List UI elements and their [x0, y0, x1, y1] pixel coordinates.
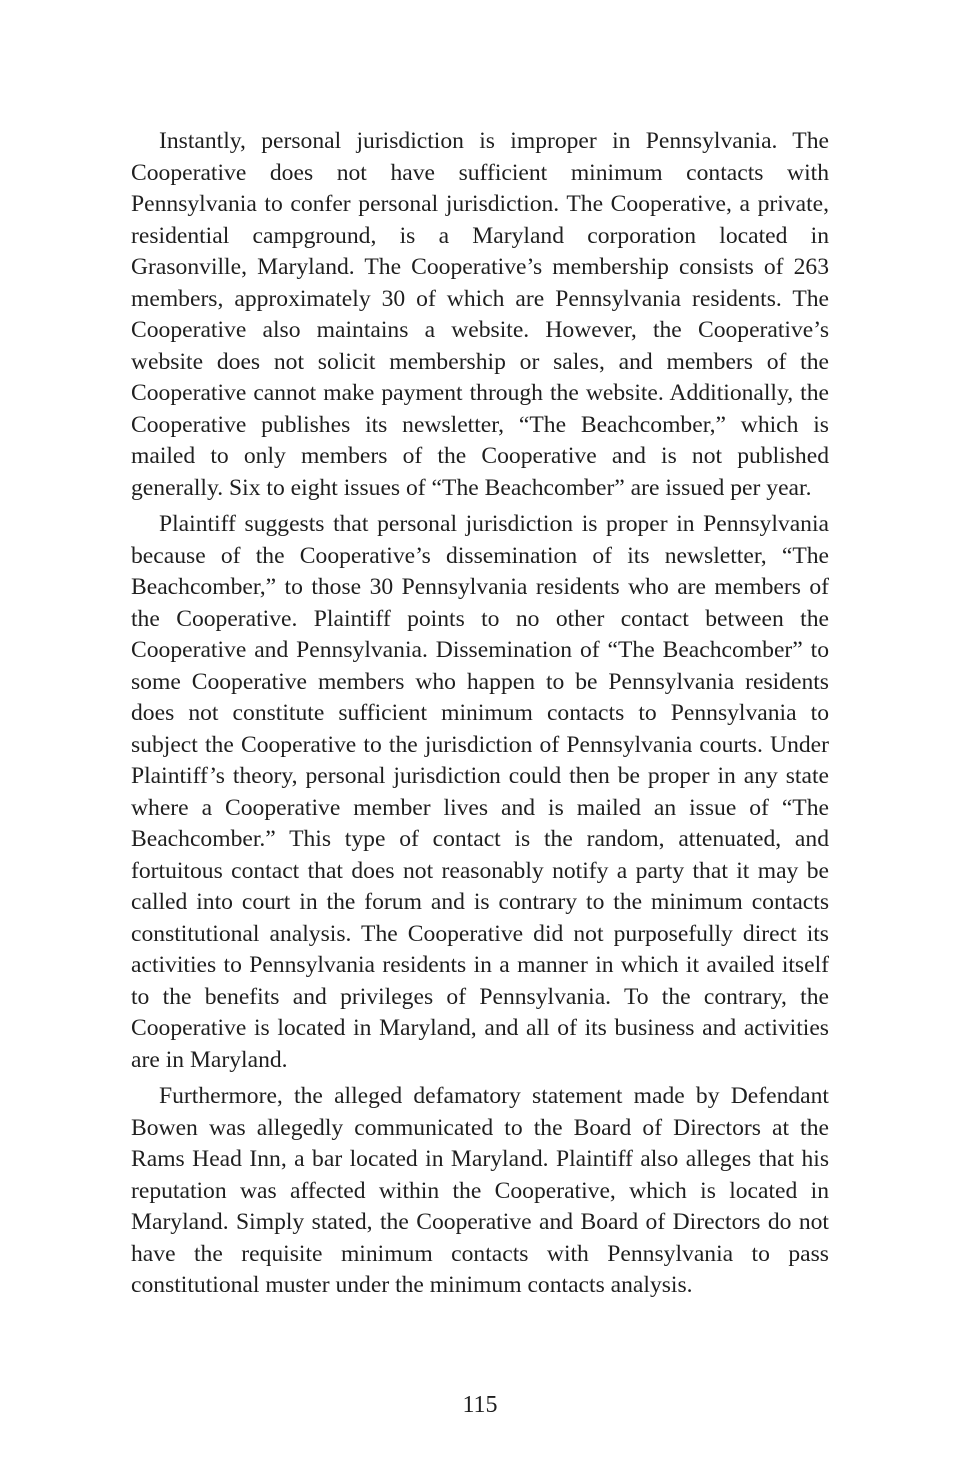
page-number: 115 — [462, 1392, 498, 1418]
paragraph-2: Plaintiff suggests that personal jurisdiction is proper in Pennsylvania because of the Cooperative’s dissemination of its newsletter, “The Beachcomber,” to those 30 Pennsylvania residents who are members of the Cooperative. Plaintiff points to no other contact between the Cooperative and Pennsylvania. Dissemination of “The Beachcomber” to some Cooperative members who happen to be Pennsylvania residents does not constitute sufficient minimum contacts to Pennsylvania to subject the Cooperative to the jurisdiction of Pennsylvania courts. Under Plaintiff’s theory, personal jurisdiction could then be proper in any state where a Cooperative member lives and is mailed an issue of “The Beachcomber.” This type of contact is the random, attenuated, and fortuitous contact that does not reasonably notify a party that it may be called into court in the forum and is contrary to the minimum contacts constitutional analysis. The Cooperative did not purposefully direct its activities to Pennsylvania residents in a manner in which it availed itself to the benefits and privileges of Pennsylvania. To the contrary, the Cooperative is located in Maryland, and all of its business and activities are in Maryland. — [131, 511, 829, 1073]
paragraph-3: Furthermore, the alleged defamatory statement made by Defendant Bowen was allegedly communicated to the Board of Directors at the Rams Head Inn, a bar located in Maryland. Plaintiff also alleges that his reputation was affected within the Cooperative, which is located in Maryland. Simply stated, the Cooperative and Board of Directors do not have the requisite minimum contacts with Pennsylvania to pass constitutional muster under the minimum contacts analysis. — [131, 1083, 829, 1298]
paragraph-1: Instantly, personal jurisdiction is improper in Pennsylvania. The Cooperative does not have sufficient minimum contacts with Pennsylvania to confer personal jurisdiction. The Cooperative, a private, residential campground, is a Maryland corporation located in Grasonville, Maryland. The Cooperative’s membership consists of 263 members, approximately 30 of which are Pennsylvania residents. The Cooperative also maintains a website. However, the Cooperative’s website does not solicit membership or sales, and members of the Cooperative cannot make payment through the website. Additionally, the Cooperative publishes its newsletter, “The Beachcomber,” which is mailed to only members of the Cooperative and is not published generally. Six to eight issues of “The Beachcomber” are issued per year. — [131, 128, 829, 501]
body-text — [131, 126, 829, 1307]
